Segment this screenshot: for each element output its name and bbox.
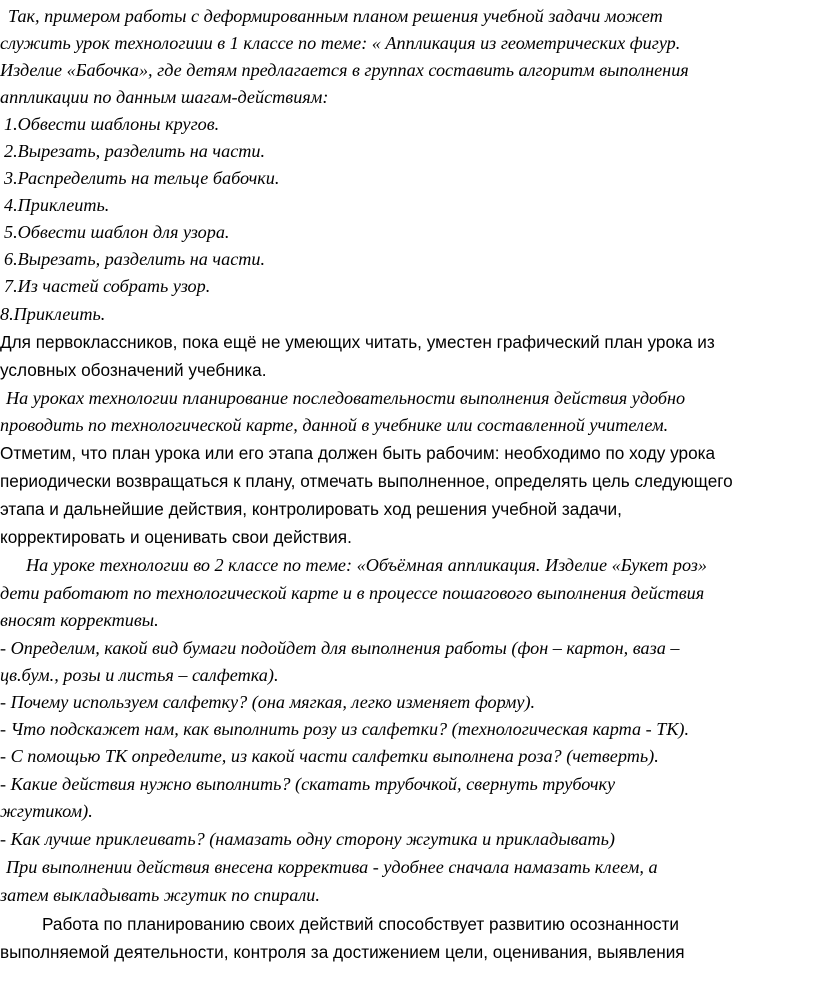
paragraph-4-line-1: Отметим, что план урока или его этапа должен быть рабочим: необходимо по ходу урока — [0, 443, 716, 463]
step-item: 2.Вырезать, разделить на части. — [4, 141, 266, 161]
intro-line-1: Так, примером работы с деформированным планом решения учебной задачи может — [8, 6, 663, 26]
paragraph-7-line-1: Работа по планированию своих действий способствует развитию осознанности — [42, 914, 679, 934]
paragraph-6-line-2: затем выкладывать жгутик по спирали. — [0, 885, 320, 905]
paragraph-5-line-3: вносят коррективы. — [0, 610, 159, 630]
intro-line-4: аппликации по данным шагам-действиям: — [0, 87, 329, 107]
dialogue-line: - Что подскажет нам, как выполнить розу из салфетки? (технологическая карта - ТК). — [0, 719, 690, 739]
dialogue-line: жгутиком). — [0, 801, 93, 821]
paragraph-3-line-2: проводить по технологической карте, данной в учебнике или составленной учителем. — [0, 415, 669, 435]
paragraph-5-line-1: На уроке технологии во 2 классе по теме: «Объёмная аппликация. Изделие «Букет роз» — [26, 555, 707, 575]
dialogue-line: - Как лучше приклеивать? (намазать одну сторону жгутика и прикладывать) — [0, 829, 615, 849]
paragraph-4-line-2: периодически возвращаться к плану, отмечать выполненное, определять цель следующего — [0, 471, 733, 491]
dialogue-line: - Определим, какой вид бумаги подойдет для выполнения работы (фон – картон, ваза – — [0, 638, 680, 658]
paragraph-4-line-3: этапа и дальнейшие действия, контролировать ход решения учебной задачи, — [0, 499, 622, 519]
intro-line-3: Изделие «Бабочка», где детям предлагается в группах составить алгоритм выполнения — [0, 60, 689, 80]
step-item: 7.Из частей собрать узор. — [4, 276, 211, 296]
step-item: 5.Обвести шаблон для узора. — [4, 222, 230, 242]
paragraph-4-line-4: корректировать и оценивать свои действия. — [0, 527, 352, 547]
step-item: 4.Приклеить. — [4, 195, 110, 215]
intro-line-2: служить урок технологиии в 1 классе по теме: « Аппликация из геометрических фигур. — [0, 33, 681, 53]
paragraph-2-line-2: условных обозначений учебника. — [0, 360, 267, 380]
dialogue-line: - Какие действия нужно выполнить? (скатать трубочкой, свернуть трубочку — [0, 774, 616, 794]
paragraph-7-line-2: выполняемой деятельности, контроля за достижением цели, оценивания, выявления — [0, 942, 685, 962]
step-item: 3.Распределить на тельце бабочки. — [4, 168, 280, 188]
paragraph-2-line-1: Для первоклассников, пока ещё не умеющих читать, уместен графический план урока из — [0, 332, 715, 352]
paragraph-6-line-1: При выполнении действия внесена корректива - удобнее сначала намазать клеем, а — [6, 857, 658, 877]
paragraph-5-line-2: дети работают по технологической карте и в процессе пошагового выполнения действия — [0, 583, 705, 603]
dialogue-line: - Почему используем салфетку? (она мягкая, легко изменяет форму). — [0, 692, 536, 712]
dialogue-line: цв.бум., розы и листья – салфетка). — [0, 665, 279, 685]
step-item: 6.Вырезать, разделить на части. — [4, 249, 266, 269]
paragraph-3-line-1: На уроках технологии планирование последовательности выполнения действия удобно — [6, 388, 686, 408]
step-item: 8.Приклеить. — [0, 304, 106, 324]
step-item: 1.Обвести шаблоны кругов. — [4, 114, 220, 134]
dialogue-line: - С помощью ТК определите, из какой части салфетки выполнена роза? (четверть). — [0, 746, 659, 766]
